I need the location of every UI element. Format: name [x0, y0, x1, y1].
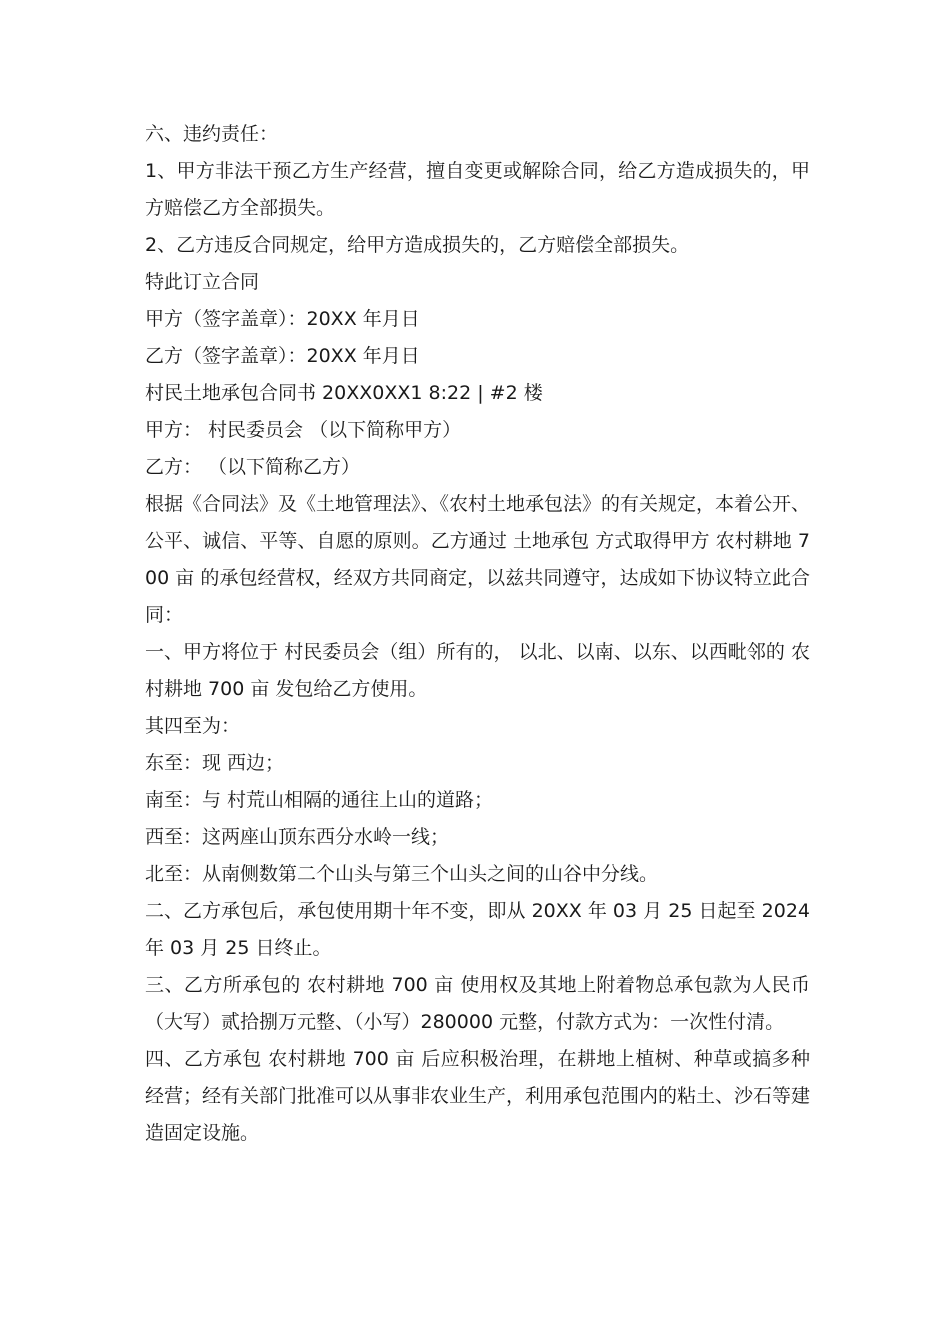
- article-one: 一、甲方将位于 村民委员会（组）所有的， 以北、以南、以东、以西毗邻的 农村耕地 700 亩 发包给乙方使用。: [145, 641, 810, 700]
- contract-preamble: 根据《合同法》及《土地管理法》、《农村土地承包法》的有关规定，本着公开、公平、诚信、平等、自愿的原则。乙方通过 土地承包 方式取得甲方 农村耕地 700 亩 的承包经营权，经双方共同商定，以兹共同遵守，达成如下协议特立此合同：: [145, 493, 811, 626]
- boundary-west: 西至：这两座山顶东西分水岭一线；: [145, 826, 450, 848]
- party-b-line: 乙方： （以下简称乙方）: [145, 456, 361, 478]
- article-four: 四、乙方承包 农村耕地 700 亩 后应积极治理，在耕地上植树、种草或搞多种经营；经有关部门批准可以从事非农业生产，利用承包范围内的粘土、沙石等建造固定设施。: [145, 1048, 811, 1144]
- party-b-signature-line: 乙方（签字盖章）：20XX 年月日: [145, 345, 420, 367]
- section-heading-breach-liability: 六、违约责任：: [145, 123, 279, 145]
- party-a-signature-line: 甲方（签字盖章）：20XX 年月日: [145, 308, 420, 330]
- document-body: [145, 116, 810, 1152]
- boundary-east: 东至：现 西边；: [145, 752, 285, 774]
- contract-closing: 特此订立合同: [145, 271, 260, 293]
- boundary-north: 北至：从南侧数第二个山头与第三个山头之间的山谷中分线。: [145, 863, 659, 885]
- second-contract-title: 村民土地承包合同书 20XX0XX1 8:22 | #2 楼: [145, 382, 543, 404]
- article-two: 二、乙方承包后，承包使用期十年不变，即从 20XX 年 03 月 25 日起至 2024 年 03 月 25 日终止。: [145, 900, 810, 959]
- article-three: 三、乙方所承包的 农村耕地 700 亩 使用权及其地上附着物总承包款为人民币（大写）贰拾捌万元整、（小写）280000 元整，付款方式为：一次性付清。: [145, 974, 810, 1033]
- boundaries-heading: 其四至为：: [145, 715, 241, 737]
- clause-party-a-liability: 1、甲方非法干预乙方生产经营，擅自变更或解除合同，给乙方造成损失的，甲方赔偿乙方全部损失。: [145, 160, 810, 219]
- clause-party-b-liability: 2、乙方违反合同规定，给甲方造成损失的，乙方赔偿全部损失。: [145, 234, 690, 256]
- boundary-south: 南至：与 村荒山相隔的通往上山的道路；: [145, 789, 494, 811]
- party-a-line: 甲方： 村民委员会 （以下简称甲方）: [145, 419, 462, 441]
